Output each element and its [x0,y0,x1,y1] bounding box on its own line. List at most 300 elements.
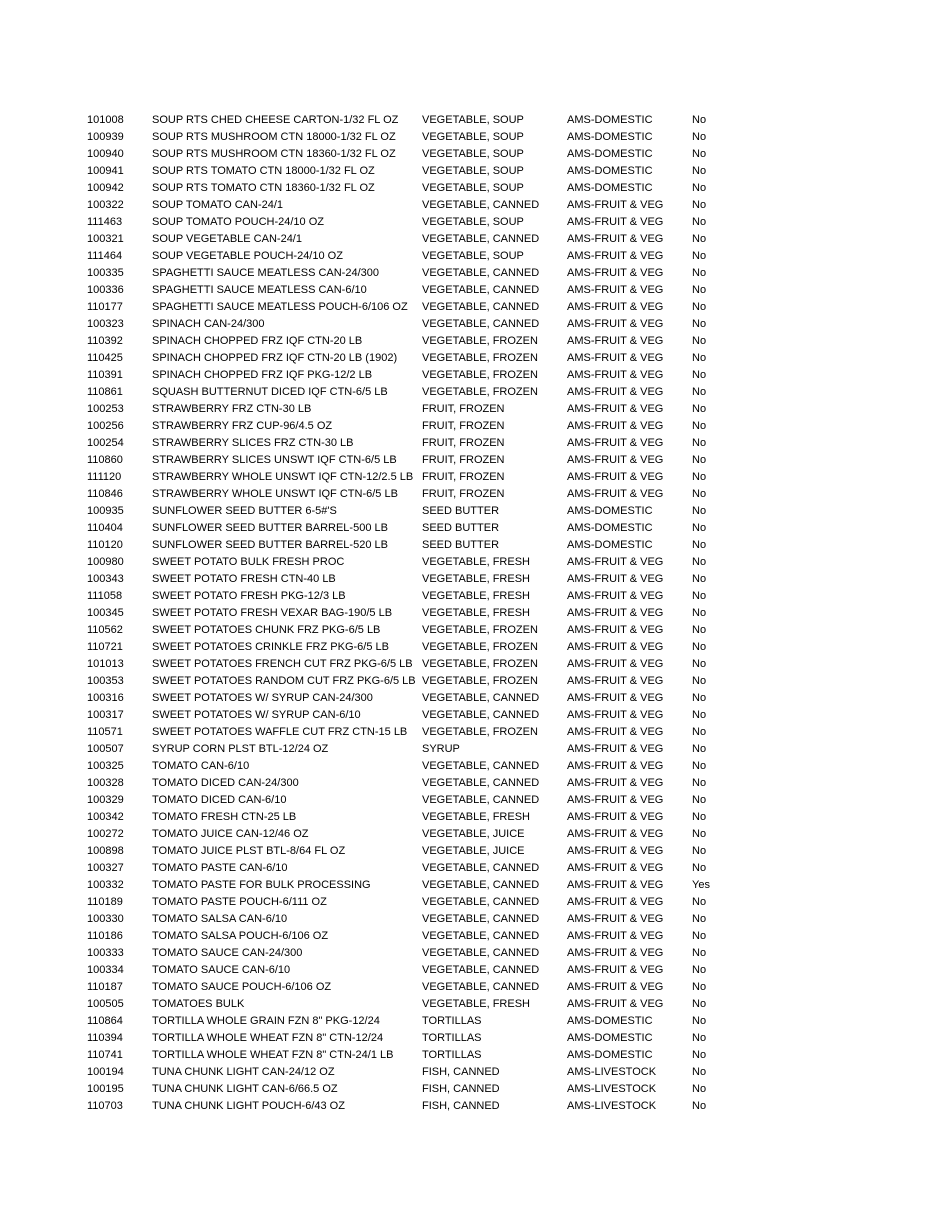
category-cell: VEGETABLE, CANNED [422,794,540,806]
material-code-cell: 100322 [87,199,124,211]
bulk-flag-cell: No [692,998,707,1010]
category-cell: VEGETABLE, SOUP [422,114,524,126]
material-code-cell: 110186 [87,930,123,942]
category-cell: VEGETABLE, CANNED [422,301,540,313]
table-row [87,554,847,571]
bulk-flag-cell: No [692,369,707,381]
bulk-flag-cell: No [692,182,707,194]
bulk-flag-cell: No [692,267,707,279]
material-code-cell: 100328 [87,777,124,789]
bulk-flag-cell: No [692,692,707,704]
agency-cell: AMS-DOMESTIC [567,131,653,143]
material-code-cell: 100939 [87,131,124,143]
agency-cell: AMS-FRUIT & VEG [567,811,664,823]
table-row [87,741,847,758]
category-cell: VEGETABLE, SOUP [422,216,524,228]
category-cell: VEGETABLE, CANNED [422,913,540,925]
table-row [87,265,847,282]
bulk-flag-cell: No [692,811,707,823]
category-cell: VEGETABLE, SOUP [422,182,524,194]
table-row [87,248,847,265]
bulk-flag-cell: No [692,1066,707,1078]
table-row [87,928,847,945]
agency-cell: AMS-DOMESTIC [567,182,653,194]
agency-cell: AMS-FRUIT & VEG [567,471,664,483]
table-row [87,435,847,452]
category-cell: VEGETABLE, FROZEN [422,641,538,653]
table-row [87,1098,847,1115]
description-cell: SPINACH CHOPPED FRZ IQF CTN-20 LB [152,335,363,347]
table-row [87,384,847,401]
table-row [87,571,847,588]
category-cell: VEGETABLE, CANNED [422,760,540,772]
agency-cell: AMS-FRUIT & VEG [567,318,664,330]
category-cell: FRUIT, FROZEN [422,471,505,483]
table-row [87,163,847,180]
agency-cell: AMS-FRUIT & VEG [567,760,664,772]
description-cell: TOMATO PASTE FOR BULK PROCESSING [152,879,371,891]
description-cell: TOMATO JUICE PLST BTL-8/64 FL OZ [152,845,346,857]
table-row [87,1064,847,1081]
agency-cell: AMS-DOMESTIC [567,114,653,126]
category-cell: VEGETABLE, SOUP [422,148,524,160]
material-code-cell: 111120 [87,471,122,483]
description-cell: SWEET POTATOES W/ SYRUP CAN-24/300 [152,692,373,704]
table-row [87,537,847,554]
bulk-flag-cell: No [692,165,707,177]
description-cell: STRAWBERRY SLICES UNSWT IQF CTN-6/5 LB [152,454,397,466]
description-cell: SUNFLOWER SEED BUTTER 6-5#'S [152,505,337,517]
category-cell: VEGETABLE, CANNED [422,318,540,330]
bulk-flag-cell: No [692,743,707,755]
agency-cell: AMS-DOMESTIC [567,539,653,551]
description-cell: STRAWBERRY WHOLE UNSWT IQF CTN-12/2.5 LB [152,471,414,483]
description-cell: SWEET POTATOES RANDOM CUT FRZ PKG-6/5 LB [152,675,416,687]
category-cell: VEGETABLE, FRESH [422,573,530,585]
bulk-flag-cell: No [692,301,707,313]
bulk-flag-cell: No [692,947,707,959]
category-cell: SYRUP [422,743,460,755]
category-cell: FRUIT, FROZEN [422,437,505,449]
agency-cell: AMS-FRUIT & VEG [567,437,664,449]
agency-cell: AMS-FRUIT & VEG [567,369,664,381]
category-cell: TORTILLAS [422,1049,482,1061]
description-cell: TOMATOES BULK [152,998,245,1010]
agency-cell: AMS-FRUIT & VEG [567,913,664,925]
agency-cell: AMS-DOMESTIC [567,1032,653,1044]
bulk-flag-cell: No [692,726,707,738]
description-cell: TOMATO PASTE POUCH-6/111 OZ [152,896,327,908]
table-row [87,775,847,792]
bulk-flag-cell: No [692,539,707,551]
agency-cell: AMS-FRUIT & VEG [567,301,664,313]
agency-cell: AMS-FRUIT & VEG [567,352,664,364]
category-cell: SEED BUTTER [422,522,500,534]
material-code-cell: 100940 [87,148,124,160]
bulk-flag-cell: No [692,386,707,398]
agency-cell: AMS-DOMESTIC [567,505,653,517]
agency-cell: AMS-FRUIT & VEG [567,556,664,568]
bulk-flag-cell: No [692,114,707,126]
table-row [87,673,847,690]
bulk-flag-cell: No [692,675,707,687]
category-cell: VEGETABLE, CANNED [422,930,540,942]
table-row [87,979,847,996]
agency-cell: AMS-FRUIT & VEG [567,777,664,789]
agency-cell: AMS-FRUIT & VEG [567,335,664,347]
material-code-cell: 100335 [87,267,124,279]
bulk-flag-cell: No [692,930,707,942]
material-code-cell: 110562 [87,624,123,636]
material-code-cell: 110741 [87,1049,123,1061]
category-cell: TORTILLAS [422,1032,482,1044]
table-row [87,503,847,520]
table-row [87,197,847,214]
material-code-cell: 110861 [87,386,123,398]
category-cell: SEED BUTTER [422,505,500,517]
description-cell: SWEET POTATO FRESH VEXAR BAG-190/5 LB [152,607,393,619]
agency-cell: AMS-FRUIT & VEG [567,420,664,432]
material-code-cell: 110703 [87,1100,123,1112]
material-code-cell: 100317 [87,709,124,721]
bulk-flag-cell: No [692,352,707,364]
bulk-flag-cell: No [692,488,707,500]
description-cell: SPINACH CHOPPED FRZ IQF CTN-20 LB (1902) [152,352,398,364]
material-code-cell: 101013 [87,658,124,670]
table-row [87,333,847,350]
bulk-flag-cell: No [692,403,707,415]
bulk-flag-cell: No [692,1100,707,1112]
agency-cell: AMS-FRUIT & VEG [567,862,664,874]
material-code-cell: 110404 [87,522,123,534]
category-cell: VEGETABLE, JUICE [422,828,525,840]
bulk-flag-cell: No [692,335,707,347]
agency-cell: AMS-LIVESTOCK [567,1083,657,1095]
category-cell: VEGETABLE, FROZEN [422,386,538,398]
material-code-cell: 100330 [87,913,124,925]
description-cell: STRAWBERRY WHOLE UNSWT IQF CTN-6/5 LB [152,488,398,500]
material-code-cell: 100254 [87,437,124,449]
category-cell: FISH, CANNED [422,1066,500,1078]
bulk-flag-cell: No [692,1083,707,1095]
category-cell: VEGETABLE, FRESH [422,607,530,619]
description-cell: SOUP RTS TOMATO CTN 18000-1/32 FL OZ [152,165,375,177]
bulk-flag-cell: No [692,131,707,143]
bulk-flag-cell: No [692,573,707,585]
agency-cell: AMS-FRUIT & VEG [567,233,664,245]
agency-cell: AMS-FRUIT & VEG [567,624,664,636]
agency-cell: AMS-LIVESTOCK [567,1066,657,1078]
description-cell: STRAWBERRY FRZ CTN-30 LB [152,403,312,415]
bulk-flag-cell: No [692,522,707,534]
description-cell: TORTILLA WHOLE GRAIN FZN 8" PKG-12/24 [152,1015,380,1027]
category-cell: FRUIT, FROZEN [422,420,505,432]
category-cell: VEGETABLE, FRESH [422,811,530,823]
description-cell: SUNFLOWER SEED BUTTER BARREL-520 LB [152,539,388,551]
category-cell: VEGETABLE, CANNED [422,267,540,279]
table-row [87,469,847,486]
agency-cell: AMS-DOMESTIC [567,1015,653,1027]
material-code-cell: 111464 [87,250,123,262]
description-cell: TOMATO CAN-6/10 [152,760,250,772]
table-row [87,945,847,962]
table-row [87,690,847,707]
description-cell: TUNA CHUNK LIGHT POUCH-6/43 OZ [152,1100,345,1112]
table-row [87,996,847,1013]
bulk-flag-cell: No [692,454,707,466]
description-cell: SPINACH CAN-24/300 [152,318,265,330]
material-code-cell: 110571 [87,726,123,738]
bulk-flag-cell: No [692,250,707,262]
table-row [87,1081,847,1098]
description-cell: SWEET POTATOES WAFFLE CUT FRZ CTN-15 LB [152,726,408,738]
material-code-cell: 110846 [87,488,123,500]
description-cell: SPINACH CHOPPED FRZ IQF PKG-12/2 LB [152,369,373,381]
bulk-flag-cell: No [692,964,707,976]
category-cell: VEGETABLE, SOUP [422,165,524,177]
table-row [87,877,847,894]
material-code-cell: 100507 [87,743,124,755]
material-code-cell: 110120 [87,539,123,551]
material-code-cell: 110392 [87,335,123,347]
material-code-cell: 100333 [87,947,124,959]
description-cell: SOUP TOMATO CAN-24/1 [152,199,284,211]
agency-cell: AMS-FRUIT & VEG [567,284,664,296]
material-code-cell: 100935 [87,505,124,517]
material-code-cell: 100334 [87,964,124,976]
bulk-flag-cell: No [692,148,707,160]
agency-cell: AMS-DOMESTIC [567,148,653,160]
material-code-cell: 111058 [87,590,123,602]
description-cell: STRAWBERRY FRZ CUP-96/4.5 OZ [152,420,333,432]
table-row [87,231,847,248]
description-cell: SPAGHETTI SAUCE MEATLESS CAN-6/10 [152,284,367,296]
description-cell: SWEET POTATOES CRINKLE FRZ PKG-6/5 LB [152,641,389,653]
table-row [87,112,847,129]
material-code-cell: 110864 [87,1015,123,1027]
table-row [87,350,847,367]
description-cell: SQUASH BUTTERNUT DICED IQF CTN-6/5 LB [152,386,388,398]
description-cell: SPAGHETTI SAUCE MEATLESS CAN-24/300 [152,267,379,279]
category-cell: FRUIT, FROZEN [422,488,505,500]
description-cell: SOUP RTS CHED CHEESE CARTON-1/32 FL OZ [152,114,399,126]
table-row [87,809,847,826]
category-cell: TORTILLAS [422,1015,482,1027]
material-code-cell: 101008 [87,114,124,126]
material-code-cell: 110189 [87,896,123,908]
agency-cell: AMS-FRUIT & VEG [567,726,664,738]
category-cell: VEGETABLE, FROZEN [422,369,538,381]
description-cell: SWEET POTATOES CHUNK FRZ PKG-6/5 LB [152,624,381,636]
description-cell: SWEET POTATOES W/ SYRUP CAN-6/10 [152,709,361,721]
table-row [87,1013,847,1030]
description-cell: SWEET POTATO BULK FRESH PROC [152,556,345,568]
category-cell: VEGETABLE, CANNED [422,284,540,296]
table-row [87,843,847,860]
material-code-cell: 100898 [87,845,124,857]
material-code-cell: 100336 [87,284,124,296]
agency-cell: AMS-FRUIT & VEG [567,403,664,415]
table-row [87,452,847,469]
description-cell: SUNFLOWER SEED BUTTER BARREL-500 LB [152,522,388,534]
category-cell: VEGETABLE, CANNED [422,862,540,874]
category-cell: VEGETABLE, CANNED [422,777,540,789]
description-cell: TOMATO JUICE CAN-12/46 OZ [152,828,309,840]
agency-cell: AMS-FRUIT & VEG [567,794,664,806]
description-cell: SWEET POTATO FRESH CTN-40 LB [152,573,336,585]
agency-cell: AMS-FRUIT & VEG [567,981,664,993]
material-code-cell: 110177 [87,301,123,313]
table-row [87,639,847,656]
material-code-cell: 100345 [87,607,124,619]
material-code-cell: 100323 [87,318,124,330]
material-code-cell: 110721 [87,641,123,653]
category-cell: FISH, CANNED [422,1100,500,1112]
category-cell: VEGETABLE, CANNED [422,199,540,211]
agency-cell: AMS-FRUIT & VEG [567,879,664,891]
category-cell: VEGETABLE, FROZEN [422,658,538,670]
table-row [87,1030,847,1047]
material-code-cell: 100332 [87,879,124,891]
table-row [87,486,847,503]
description-cell: TOMATO SALSA POUCH-6/106 OZ [152,930,329,942]
table-row [87,367,847,384]
category-cell: VEGETABLE, CANNED [422,692,540,704]
category-cell: VEGETABLE, FROZEN [422,726,538,738]
bulk-flag-cell: No [692,845,707,857]
description-cell: TOMATO SAUCE CAN-6/10 [152,964,291,976]
material-code-cell: 100329 [87,794,124,806]
description-cell: TOMATO DICED CAN-24/300 [152,777,299,789]
category-cell: SEED BUTTER [422,539,500,551]
description-cell: TOMATO SAUCE CAN-24/300 [152,947,303,959]
bulk-flag-cell: No [692,1032,707,1044]
description-cell: TOMATO SALSA CAN-6/10 [152,913,288,925]
material-code-cell: 100327 [87,862,124,874]
description-cell: TOMATO DICED CAN-6/10 [152,794,287,806]
agency-cell: AMS-FRUIT & VEG [567,845,664,857]
bulk-flag-cell: No [692,233,707,245]
material-code-cell: 100980 [87,556,124,568]
material-code-cell: 100253 [87,403,124,415]
category-cell: FRUIT, FROZEN [422,403,505,415]
agency-cell: AMS-FRUIT & VEG [567,199,664,211]
agency-cell: AMS-FRUIT & VEG [567,573,664,585]
material-code-cell: 110391 [87,369,123,381]
bulk-flag-cell: No [692,862,707,874]
table-row [87,962,847,979]
agency-cell: AMS-FRUIT & VEG [567,947,664,959]
table-row [87,758,847,775]
agency-cell: AMS-FRUIT & VEG [567,386,664,398]
bulk-flag-cell: No [692,199,707,211]
material-code-cell: 100272 [87,828,124,840]
bulk-flag-cell: No [692,777,707,789]
table-row [87,299,847,316]
category-cell: VEGETABLE, SOUP [422,250,524,262]
material-code-cell: 100343 [87,573,124,585]
table-row [87,316,847,333]
description-cell: SWEET POTATOES FRENCH CUT FRZ PKG-6/5 LB [152,658,413,670]
material-code-cell: 100342 [87,811,124,823]
description-cell: TUNA CHUNK LIGHT CAN-6/66.5 OZ [152,1083,338,1095]
agency-cell: AMS-FRUIT & VEG [567,216,664,228]
material-code-cell: 100316 [87,692,124,704]
agency-cell: AMS-FRUIT & VEG [567,964,664,976]
description-cell: SPAGHETTI SAUCE MEATLESS POUCH-6/106 OZ [152,301,408,313]
category-cell: VEGETABLE, FRESH [422,590,530,602]
table-row [87,214,847,231]
agency-cell: AMS-DOMESTIC [567,1049,653,1061]
table-row [87,656,847,673]
agency-cell: AMS-FRUIT & VEG [567,828,664,840]
table-row [87,894,847,911]
description-cell: SOUP TOMATO POUCH-24/10 OZ [152,216,324,228]
material-code-cell: 100353 [87,675,124,687]
agency-cell: AMS-FRUIT & VEG [567,896,664,908]
category-cell: VEGETABLE, CANNED [422,896,540,908]
category-cell: VEGETABLE, CANNED [422,233,540,245]
bulk-flag-cell: No [692,1015,707,1027]
bulk-flag-cell: No [692,590,707,602]
agency-cell: AMS-LIVESTOCK [567,1100,657,1112]
material-code-cell: 110425 [87,352,123,364]
bulk-flag-cell: Yes [692,879,710,891]
category-cell: VEGETABLE, JUICE [422,845,525,857]
material-code-cell: 100194 [87,1066,124,1078]
agency-cell: AMS-FRUIT & VEG [567,675,664,687]
category-cell: VEGETABLE, CANNED [422,879,540,891]
category-cell: VEGETABLE, FROZEN [422,624,538,636]
agency-cell: AMS-FRUIT & VEG [567,250,664,262]
agency-cell: AMS-FRUIT & VEG [567,267,664,279]
table-row [87,588,847,605]
category-cell: VEGETABLE, FROZEN [422,352,538,364]
category-cell: VEGETABLE, CANNED [422,964,540,976]
table-row [87,724,847,741]
material-code-cell: 110860 [87,454,123,466]
category-cell: FISH, CANNED [422,1083,500,1095]
category-cell: VEGETABLE, CANNED [422,947,540,959]
agency-cell: AMS-FRUIT & VEG [567,658,664,670]
category-cell: VEGETABLE, CANNED [422,981,540,993]
material-code-cell: 111463 [87,216,123,228]
agency-cell: AMS-FRUIT & VEG [567,930,664,942]
description-cell: SWEET POTATO FRESH PKG-12/3 LB [152,590,346,602]
table-row [87,418,847,435]
agency-cell: AMS-DOMESTIC [567,522,653,534]
agency-cell: AMS-FRUIT & VEG [567,709,664,721]
description-cell: SOUP RTS MUSHROOM CTN 18000-1/32 FL OZ [152,131,396,143]
table-row [87,792,847,809]
agency-cell: AMS-FRUIT & VEG [567,743,664,755]
table-row [87,146,847,163]
category-cell: VEGETABLE, FRESH [422,998,530,1010]
bulk-flag-cell: No [692,216,707,228]
material-code-cell: 100942 [87,182,124,194]
bulk-flag-cell: No [692,896,707,908]
description-cell: SOUP RTS MUSHROOM CTN 18360-1/32 FL OZ [152,148,396,160]
bulk-flag-cell: No [692,641,707,653]
description-cell: SYRUP CORN PLST BTL-12/24 OZ [152,743,329,755]
bulk-flag-cell: No [692,437,707,449]
agency-cell: AMS-FRUIT & VEG [567,454,664,466]
material-code-cell: 100195 [87,1083,124,1095]
material-code-cell: 100321 [87,233,124,245]
category-cell: VEGETABLE, CANNED [422,709,540,721]
description-cell: SOUP VEGETABLE POUCH-24/10 OZ [152,250,343,262]
table-row [87,1047,847,1064]
